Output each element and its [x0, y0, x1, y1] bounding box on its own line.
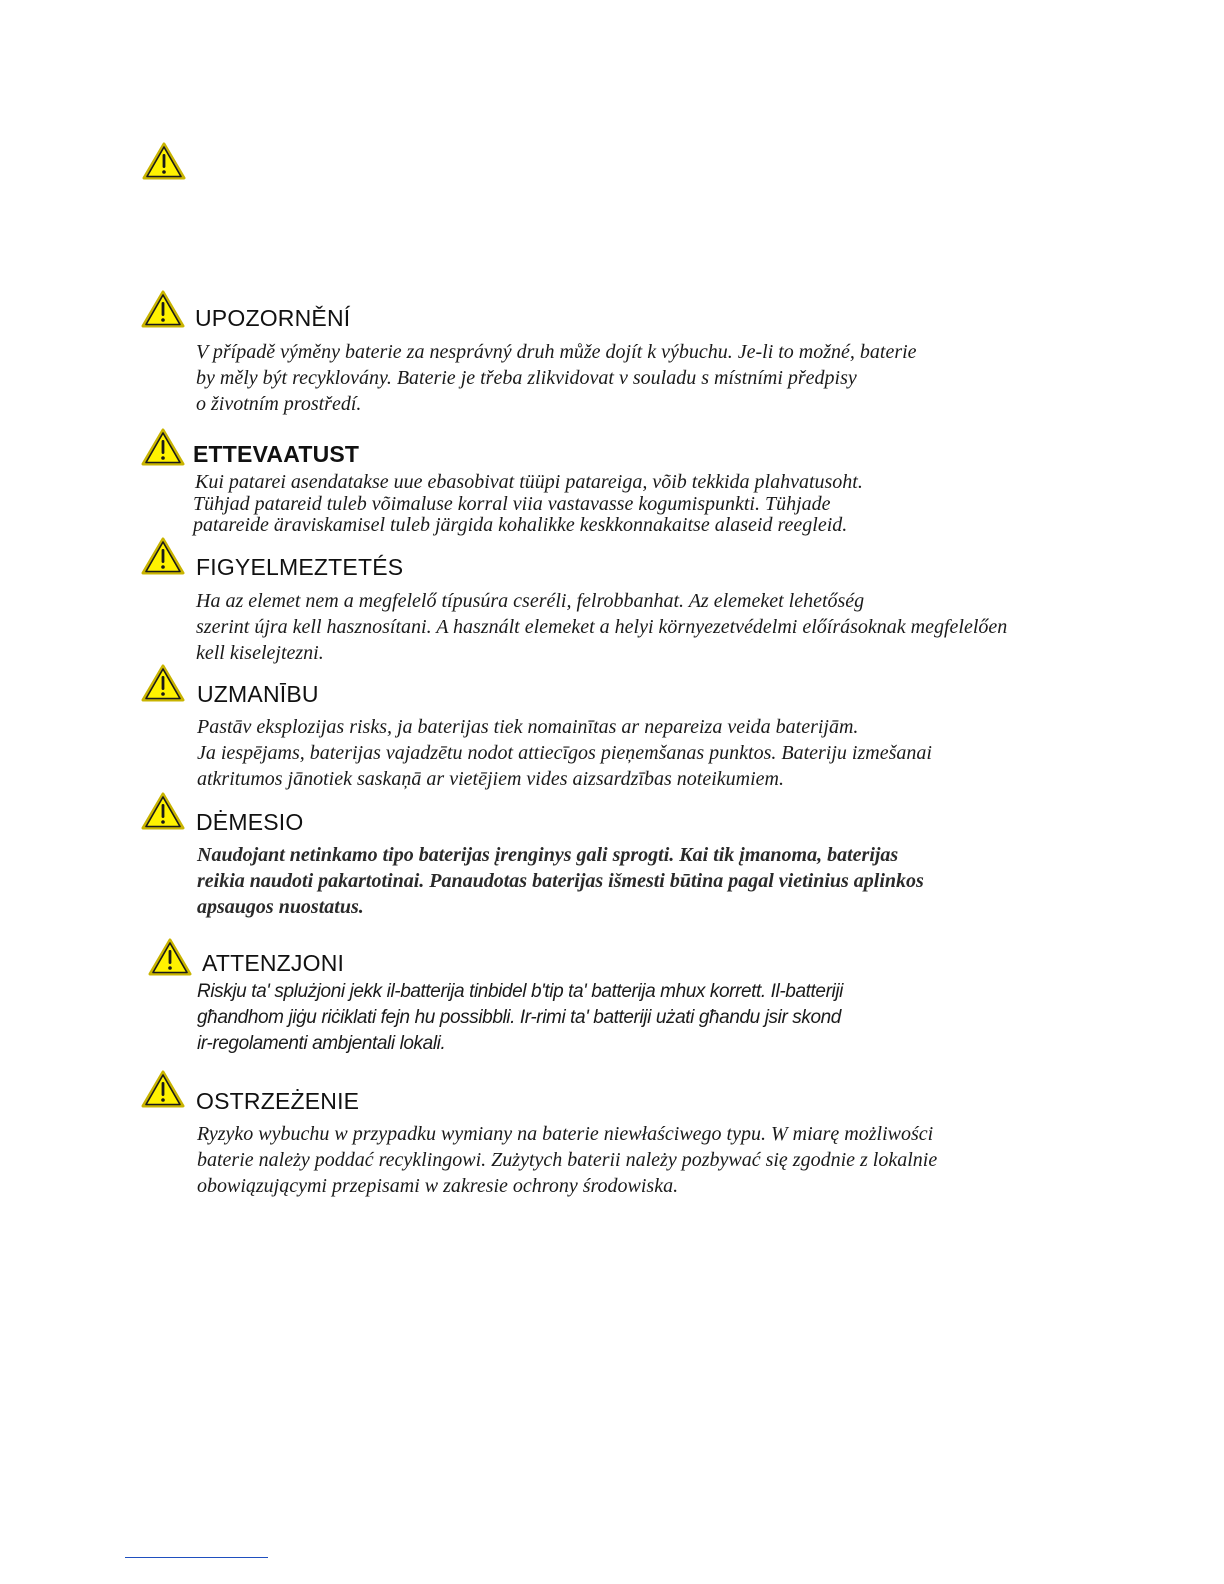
section-text-line: Ja iespējams, baterijas vajadzētu nodot attiecīgos pieņemšanas punktos. Bateriju izmešanai	[197, 742, 932, 764]
section-text-line: atkritumos jānotiek saskaņā ar vietējiem vides aizsardzības noteikumiem.	[197, 768, 784, 790]
section-text-line: V případě výměny baterie za nesprávný druh může dojít k výbuchu. Je-li to možné, baterie	[196, 341, 917, 363]
section-text-line: Pastāv eksplozijas risks, ja baterijas tiek nomainītas ar nepareiza veida baterijām.	[197, 716, 859, 738]
section-text-line: Ha az elemet nem a megfelelő típusúra cseréli, felrobbanhat. Az elemeket lehetőség	[196, 590, 865, 612]
warning-triangle-icon	[141, 428, 185, 466]
section-text-line: Kui patarei asendatakse uue ebasobivat tüüpi patareiga, võib tekkida plahvatusoht.	[195, 471, 863, 493]
section-heading: ETTEVAATUST	[193, 441, 360, 467]
warning-triangle-icon	[141, 664, 185, 702]
section-text-line: szerint újra kell hasznosítani. A használt elemeket a helyi környezetvédelmi előírásoknak megfelelően	[196, 616, 1008, 638]
section-heading: OSTRZEŻENIE	[196, 1088, 360, 1114]
section-text-line: ir-regolamenti ambjentali lokali.	[197, 1033, 446, 1054]
section-heading: FIGYELMEZTETÉS	[196, 554, 404, 580]
footnote-rule	[125, 1557, 268, 1558]
section-text-line: kell kiselejtezni.	[196, 642, 324, 664]
section-text-line: għandhom jiġu riċiklati fejn hu possibbli. Ir-rimi ta' batteriji użati għandu jsir skond	[197, 1007, 841, 1028]
section-text-line: reikia naudoti pakartotinai. Panaudotas baterijas išmesti būtina pagal vietinius aplinkos	[197, 870, 924, 892]
section-text-line: by měly být recyklovány. Baterie je třeba zlikvidovat v souladu s místními předpisy	[196, 367, 857, 389]
section-text-line: Tühjad patareid tuleb võimaluse korral viia vastavasse kogumispunkti. Tühjade	[193, 493, 831, 515]
section-text-line: Ryzyko wybuchu w przypadku wymiany na baterie niewłaściwego typu. W miarę możliwości	[197, 1123, 934, 1145]
section-heading: ATTENZJONI	[202, 950, 345, 976]
warning-triangle-icon	[148, 938, 192, 976]
section-text-line: apsaugos nuostatus.	[197, 896, 364, 918]
warning-triangle-icon	[141, 792, 185, 830]
section-heading: DĖMESIO	[196, 809, 304, 835]
section-text-line: obowiązującymi przepisami w zakresie ochrony środowiska.	[197, 1175, 679, 1197]
warning-triangle-icon	[142, 142, 186, 180]
section-text-line: Riskju ta' splużjoni jekk il-batterija tinbidel b'tip ta' batterija mhux korrett. Il-batteriji	[197, 981, 843, 1002]
section-text-line: o životním prostředí.	[196, 393, 362, 415]
section-text-line: patareide äraviskamisel tuleb järgida kohalikke keskkonnakaitse alaseid reegleid.	[193, 514, 848, 536]
section-text-line: baterie należy poddać recyklingowi. Zużytych baterii należy pozbywać się zgodnie z lokalnie	[197, 1149, 938, 1171]
section-text-line: Naudojant netinkamo tipo baterijas įrenginys gali sprogti. Kai tik įmanoma, baterijas	[197, 844, 899, 866]
section-heading: UZMANĪBU	[197, 681, 319, 707]
warning-triangle-icon	[141, 1070, 185, 1108]
warning-triangle-icon	[141, 537, 185, 575]
section-heading: UPOZORNĚNÍ	[195, 305, 351, 331]
warning-triangle-icon	[141, 290, 185, 328]
